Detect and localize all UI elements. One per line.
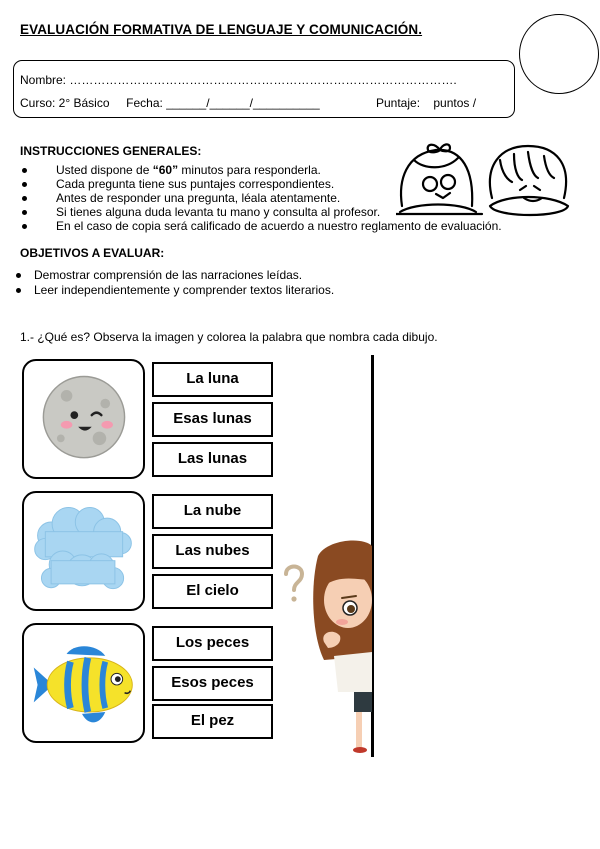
list-item: Leer independientemente y comprender textos literarios. <box>34 283 335 297</box>
option-esas-lunas[interactable]: Esas lunas <box>152 402 273 437</box>
fish-picture-box <box>22 623 145 743</box>
option-el-pez[interactable]: El pez <box>152 704 273 739</box>
option-esos-peces[interactable]: Esos peces <box>152 666 273 701</box>
cloud-icon <box>24 493 143 609</box>
objectives-list <box>34 268 334 298</box>
list-item: En el caso de copia será calificado de acuerdo a nuestro reglamento de evaluación. <box>56 219 502 233</box>
option-las-nubes[interactable]: Las nubes <box>152 534 273 569</box>
objectives-title: OBJETIVOS A EVALUAR: <box>20 246 165 260</box>
list-item: Usted dispone de “60” minutos para responderla. <box>56 163 502 177</box>
option-las-lunas[interactable]: Las lunas <box>152 442 273 477</box>
girl-illustration <box>282 536 374 754</box>
list-item: Si tienes alguna duda levanta tu mano y consulta al profesor. <box>56 205 502 219</box>
moon-icon <box>24 361 143 477</box>
moon-picture-box <box>22 359 145 479</box>
cloud-picture-box <box>22 491 145 611</box>
list-item: Cada pregunta tiene sus puntajes correspondientes. <box>56 177 502 191</box>
score-field[interactable]: Puntaje: puntos / <box>376 96 477 110</box>
fish-icon <box>24 625 143 741</box>
instructions-title: INSTRUCCIONES GENERALES: <box>20 144 202 158</box>
question-1-prompt: 1.- ¿Qué es? Observa la imagen y colorea la palabra que nombra cada dibujo. <box>20 330 438 344</box>
grade-circle <box>519 14 599 94</box>
name-field[interactable]: Nombre: ……………………………………………………………………………………. <box>20 73 457 87</box>
option-la-nube[interactable]: La nube <box>152 494 273 529</box>
list-item: Antes de responder una pregunta, léala atentamente. <box>56 191 502 205</box>
kids-illustration <box>396 140 580 222</box>
option-los-peces[interactable]: Los peces <box>152 626 273 661</box>
option-el-cielo[interactable]: El cielo <box>152 574 273 609</box>
option-la-luna[interactable]: La luna <box>152 362 273 397</box>
course-date-field[interactable]: Curso: 2° Básico Fecha: ______/______/__________ <box>20 96 320 110</box>
page-title: EVALUACIÓN FORMATIVA DE LENGUAJE Y COMUNICACIÓN. <box>20 22 423 37</box>
list-item: Demostrar comprensión de las narraciones leídas. <box>34 268 334 283</box>
